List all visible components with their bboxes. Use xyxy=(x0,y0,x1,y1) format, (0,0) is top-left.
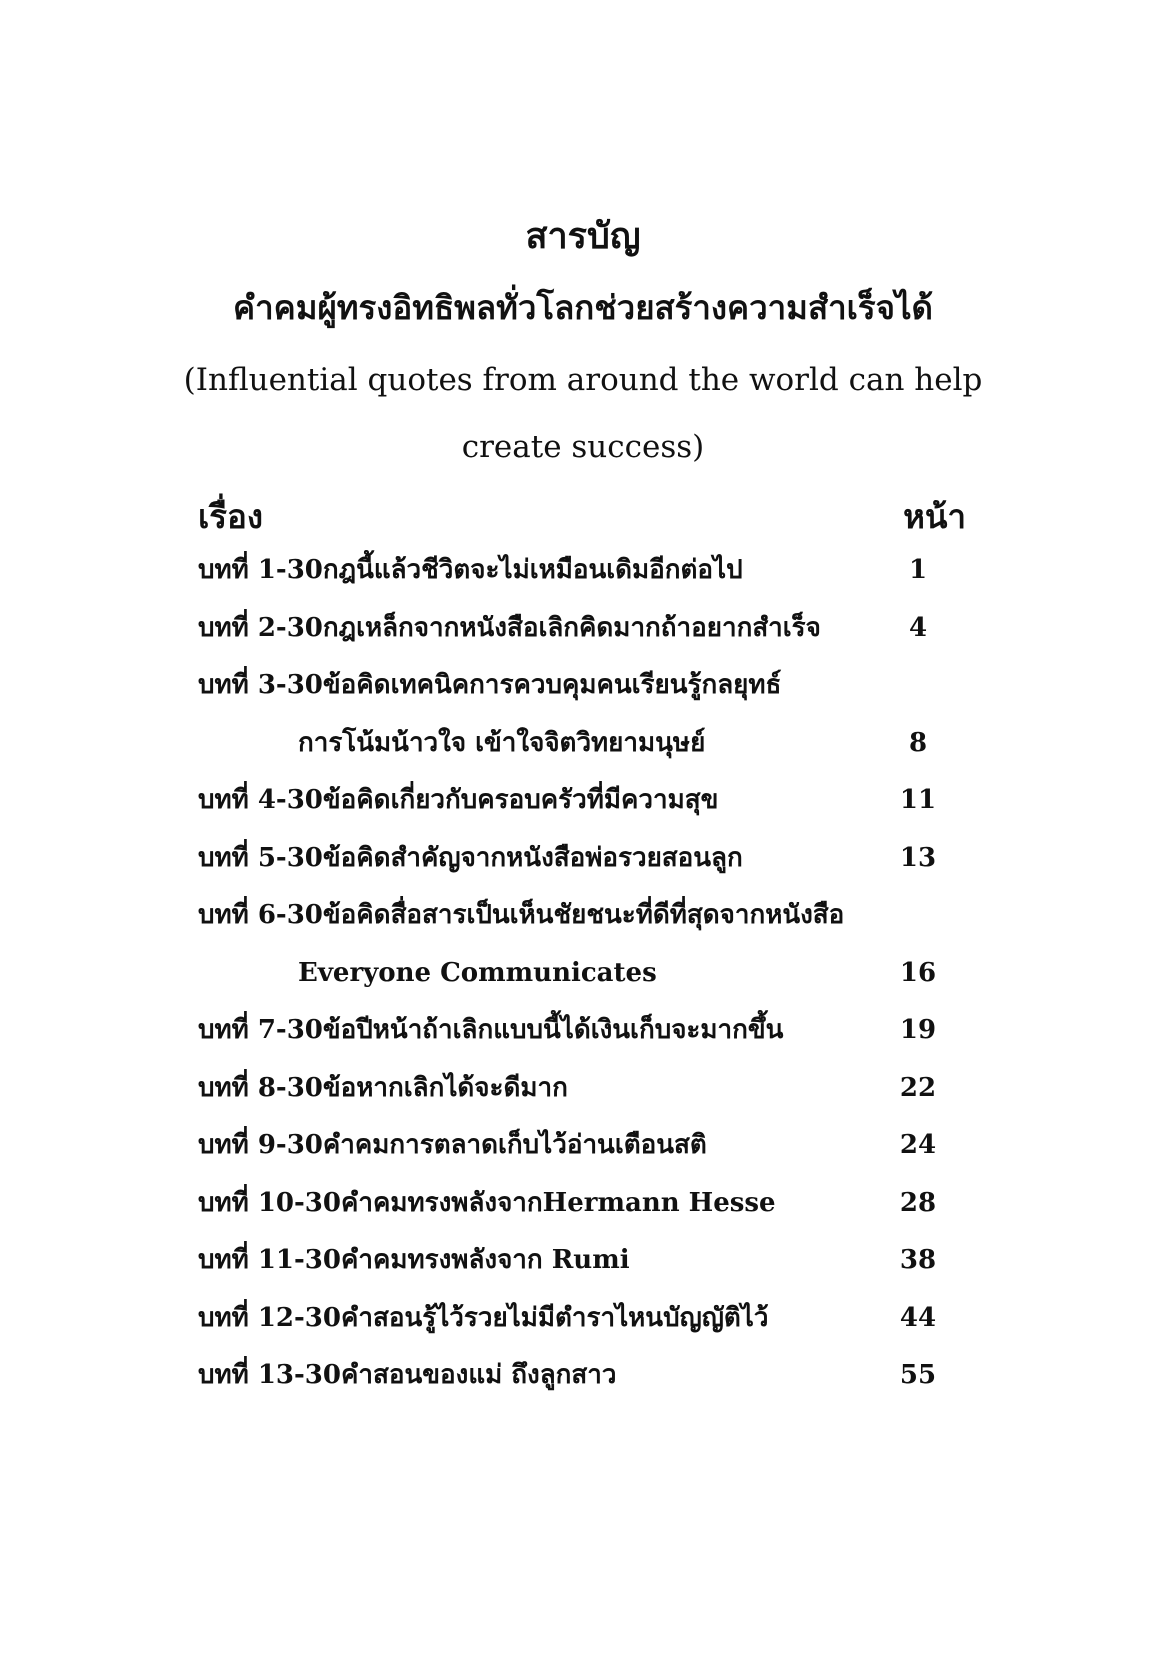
subtitle-english-line-1: (Influential quotes from around the world can help xyxy=(183,362,983,398)
toc-entry-page: 24 xyxy=(899,1130,937,1160)
toc-entry-label: บทที่ 7-30ข้อปีหน้าถ้าเลิกแบบนี้ได้เงินเก็บจะมากขึ้น xyxy=(198,1015,784,1045)
toc-entry-5 xyxy=(198,840,966,898)
toc-entry-label: บทที่ 6-30ข้อคิดสื่อสารเป็นเห็นชัยชนะที่ดีที่สุดจากหนังสือ xyxy=(198,900,845,930)
toc-entry-3-continuation xyxy=(198,725,966,783)
toc-entry-label: บทที่ 5-30ข้อคิดสำคัญจากหนังสือพ่อรวยสอนลูก xyxy=(198,842,743,873)
toc-entry-6-continuation xyxy=(198,955,966,1013)
toc-entry-page: 44 xyxy=(899,1302,937,1333)
toc-entry-2 xyxy=(198,610,966,668)
toc-entry-13 xyxy=(198,1357,966,1415)
toc-entry-label: บทที่ 1-30กฎนี้แล้วชีวิตจะไม่เหมือนเดิมอีกต่อไป xyxy=(198,555,743,585)
toc-entry-label: บทที่ 11-30คำคมทรงพลังจาก Rumi xyxy=(198,1245,630,1275)
toc-entry-label: บทที่ 4-30ข้อคิดเกี่ยวกับครอบครัวที่มีความสุข xyxy=(198,785,719,815)
toc-entry-label: บทที่ 12-30คำสอนรู้ไว้รวยไม่มีตำราไหนบัญญัติไว้ xyxy=(198,1302,769,1333)
toc-entry-12 xyxy=(198,1300,966,1358)
toc-entry-1 xyxy=(198,552,966,610)
toc-entry-page: 38 xyxy=(899,1245,937,1275)
toc-entry-page: 22 xyxy=(899,1072,937,1103)
toc-entry-7 xyxy=(198,1012,966,1070)
toc-entry-3 xyxy=(198,667,966,725)
toc-entry-6 xyxy=(198,897,966,955)
toc-entry-4 xyxy=(198,782,966,840)
toc-entry-label: การโน้มน้าวใจ เข้าใจจิตวิทยามนุษย์ xyxy=(298,727,706,758)
subtitle-thai: คำคมผู้ทรงอิทธิพลทั่วโลกช่วยสร้างความสำเร็จได้ xyxy=(233,288,933,327)
toc-entry-label: บทที่ 2-30กฎเหล็กจากหนังสือเลิกคิดมากถ้าอยากสำเร็จ xyxy=(198,612,821,643)
toc-entry-9 xyxy=(198,1127,966,1185)
toc-entry-label: Everyone Communicates xyxy=(298,957,657,988)
subtitle-english-line-2: create success) xyxy=(461,429,705,465)
toc-entry-8 xyxy=(198,1070,966,1128)
toc-entry-11 xyxy=(198,1242,966,1300)
toc-header xyxy=(198,490,966,540)
toc-entry-page: 4 xyxy=(908,612,928,643)
toc-header-page: หน้า xyxy=(903,497,966,536)
toc-entry-page: 11 xyxy=(899,785,937,815)
toc-entry-page: 1 xyxy=(908,555,928,585)
toc-entry-page: 8 xyxy=(908,727,928,758)
toc-entry-label: บทที่ 10-30คำคมทรงพลังจากHermann Hesse xyxy=(198,1187,776,1218)
page-title: สารบัญ xyxy=(525,215,641,257)
toc-entry-label: บทที่ 9-30คำคมการตลาดเก็บไว้อ่านเตือนสติ xyxy=(198,1130,707,1160)
toc-entry-label: บทที่ 8-30ข้อหากเลิกได้จะดีมาก xyxy=(198,1072,568,1103)
toc-entry-page: 16 xyxy=(899,957,937,988)
toc-entry-page: 13 xyxy=(899,842,937,873)
toc-entry-label: บทที่ 3-30ข้อคิดเทคนิคการควบคุมคนเรียนรู้กลยุทธ์ xyxy=(198,670,782,700)
toc-entry-page: 19 xyxy=(899,1015,937,1045)
toc-entry-page: 28 xyxy=(899,1187,937,1218)
toc-entry-page: 55 xyxy=(899,1360,937,1390)
toc-entry-label: บทที่ 13-30คำสอนของแม่ ถึงลูกสาว xyxy=(198,1360,617,1390)
table-of-contents xyxy=(198,552,966,1415)
toc-header-topic: เรื่อง xyxy=(198,497,263,536)
toc-entry-10 xyxy=(198,1185,966,1243)
